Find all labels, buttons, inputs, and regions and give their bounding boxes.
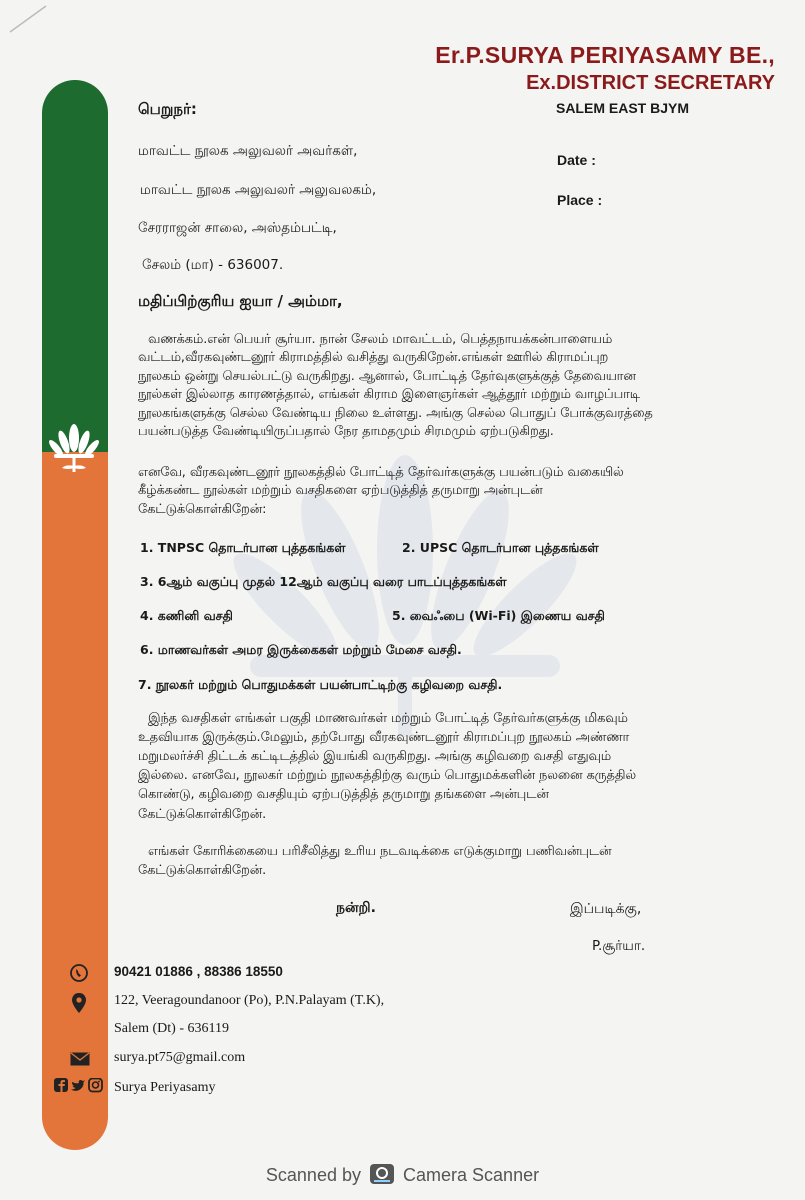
page-fold-mark bbox=[8, 4, 48, 34]
list-item: 3. 6ஆம் வகுப்பு முதல் 12ஆம் வகுப்பு வரை பாடப்புத்தகங்கள் bbox=[140, 574, 507, 589]
paragraph-line: இந்த வசதிகள் எங்கள் பகுதி மாணவர்கள் மற்றும் போட்டித் தேர்வர்களுக்கு மிகவும் bbox=[148, 711, 628, 726]
paragraph-line: கேட்டுக்கொள்கிறேன்: bbox=[138, 502, 267, 517]
social-icons bbox=[54, 1078, 104, 1094]
recipient-line: மாவட்ட நூலக அலுவலர் அவர்கள், bbox=[138, 143, 358, 159]
paragraph-line: மறுமலர்ச்சி திட்டக் கட்டிடத்தில் இயங்கி வருகிறது. அங்கு கழிவறை வசதி எதுவும் bbox=[138, 749, 612, 764]
paragraph-line: கொண்டு, கழிவறை வசதியும் ஏற்படுத்தித் தருமாறு தங்களை அன்புடன் bbox=[138, 787, 549, 802]
phone-icon bbox=[70, 964, 88, 982]
location-pin-icon bbox=[70, 992, 88, 1014]
stripe-green bbox=[42, 80, 108, 452]
recipient-line: மாவட்ட நூலக அலுவலர் அலுவலகம், bbox=[140, 182, 377, 198]
paragraph-line: வணக்கம்.என் பெயர் சூர்யா. நான் சேலம் மாவட்டம், பெத்தநாயக்கன்பாளையம் bbox=[148, 332, 613, 347]
camera-scanner-icon bbox=[370, 1164, 394, 1184]
list-item: 7. நூலகர் மற்றும் பொதுமக்கள் பயன்பாட்டிற்கு கழிவறை வசதி. bbox=[138, 677, 503, 692]
list-item: 2. UPSC தொடர்பான புத்தகங்கள் bbox=[402, 540, 599, 555]
paragraph-line: கீழ்க்கண்ட நூல்கள் மற்றும் வசதிகளை ஏற்படுத்தித் தருமாறு அன்புடன் bbox=[138, 483, 543, 498]
date-label: Date : bbox=[557, 152, 596, 168]
paragraph-line: நூலகங்களுக்கு செல்ல வேண்டிய நிலை உள்ளது. அங்கு செல்ல பொதுப் போக்குவரத்தை bbox=[138, 406, 653, 421]
paragraph-line: வட்டம்,வீரகவுண்டனூர் கிராமத்தில் வசித்து வருகிறேன்.எங்கள் ஊரில் கிராமப்புற bbox=[138, 350, 609, 365]
regards-text: இப்படிக்கு, bbox=[570, 901, 642, 917]
paragraph-line: கேட்டுக்கொள்கிறேன். bbox=[138, 807, 267, 822]
phone-numbers: 90421 01886 , 88386 18550 bbox=[114, 964, 283, 979]
stripe-orange bbox=[42, 452, 108, 1150]
list-item: 4. கணினி வசதி bbox=[140, 608, 233, 623]
paragraph-line: எனவே, வீரகவுண்டனூர் நூலகத்தில் போட்டித் தேர்வர்களுக்கு பயன்படும் வகையில் bbox=[138, 465, 624, 480]
list-item: 1. TNPSC தொடர்பான புத்தகங்கள் bbox=[140, 540, 346, 555]
thanks-text: நன்றி. bbox=[336, 900, 376, 916]
list-item: 6. மாணவர்கள் அமர இருக்கைகள் மற்றும் மேசை வசதி. bbox=[140, 642, 462, 657]
scanner-watermark bbox=[0, 1164, 805, 1186]
letterhead-title: Ex.DISTRICT SECRETARY bbox=[526, 72, 775, 94]
paragraph-line: நூல்கள் இல்லாத காரணத்தால், எங்கள் கிராம இளைஞர்கள் ஆத்தூர் மற்றும் வாழப்பாடி bbox=[138, 387, 640, 402]
salutation: மதிப்பிற்குரிய ஐயா / அம்மா, bbox=[138, 292, 343, 310]
party-color-stripe bbox=[42, 80, 108, 1150]
address-line: 122, Veeragoundanoor (Po), P.N.Palayam (T.K), bbox=[114, 993, 385, 1008]
recipient-line: சேரராஜன் சாலை, அஸ்தம்பட்டி, bbox=[138, 220, 337, 236]
letterhead-name: Er.P.SURYA PERIYASAMY BE., bbox=[435, 42, 775, 68]
signature-text: P.சூர்யா. bbox=[592, 938, 646, 954]
paragraph-line: பயன்படுத்த வேண்டியிருப்பதால் நேர தாமதமும் சிரமமும் ஏற்படுகிறது. bbox=[138, 424, 554, 439]
recipient-line: சேலம் (மா) - 636007. bbox=[142, 257, 284, 273]
social-handle: Surya Periyasamy bbox=[114, 1080, 216, 1095]
letterhead-org: SALEM EAST BJYM bbox=[555, 100, 689, 116]
lotus-icon bbox=[48, 420, 100, 478]
list-item: 5. வைஃபை (Wi-Fi) இணைய வசதி bbox=[392, 608, 605, 623]
paragraph-line: கேட்டுக்கொள்கிறேன். bbox=[138, 863, 267, 878]
place-label: Place : bbox=[557, 192, 603, 208]
paragraph-line: நூலகம் ஒன்று செயல்பட்டு வருகிறது. ஆனால், போட்டித் தேர்வுகளுக்குத் தேவையான bbox=[138, 369, 636, 384]
paragraph-line: உதவியாக இருக்கும்.மேலும், தற்போது வீரகவுண்டனூர் கிராமப்புற நூலகம் அண்ணா bbox=[138, 730, 630, 745]
email-icon bbox=[70, 1052, 90, 1066]
paragraph-line: இல்லை. எனவே, நூலகர் மற்றும் நூலகத்திற்கு வரும் பொதுமக்களின் நலனை கருத்தில் bbox=[138, 768, 636, 783]
footer-suffix: Camera Scanner bbox=[403, 1165, 540, 1185]
footer-prefix: Scanned by bbox=[265, 1165, 361, 1185]
email-address: surya.pt75@gmail.com bbox=[114, 1050, 246, 1065]
address-line: Salem (Dt) - 636119 bbox=[114, 1021, 229, 1036]
paragraph-line: எங்கள் கோரிக்கையை பரிசீலித்து உரிய நடவடிக்கை எடுக்குமாறு பணிவன்புடன் bbox=[148, 844, 612, 859]
recipient-heading: பெறுநர்: bbox=[138, 100, 197, 118]
